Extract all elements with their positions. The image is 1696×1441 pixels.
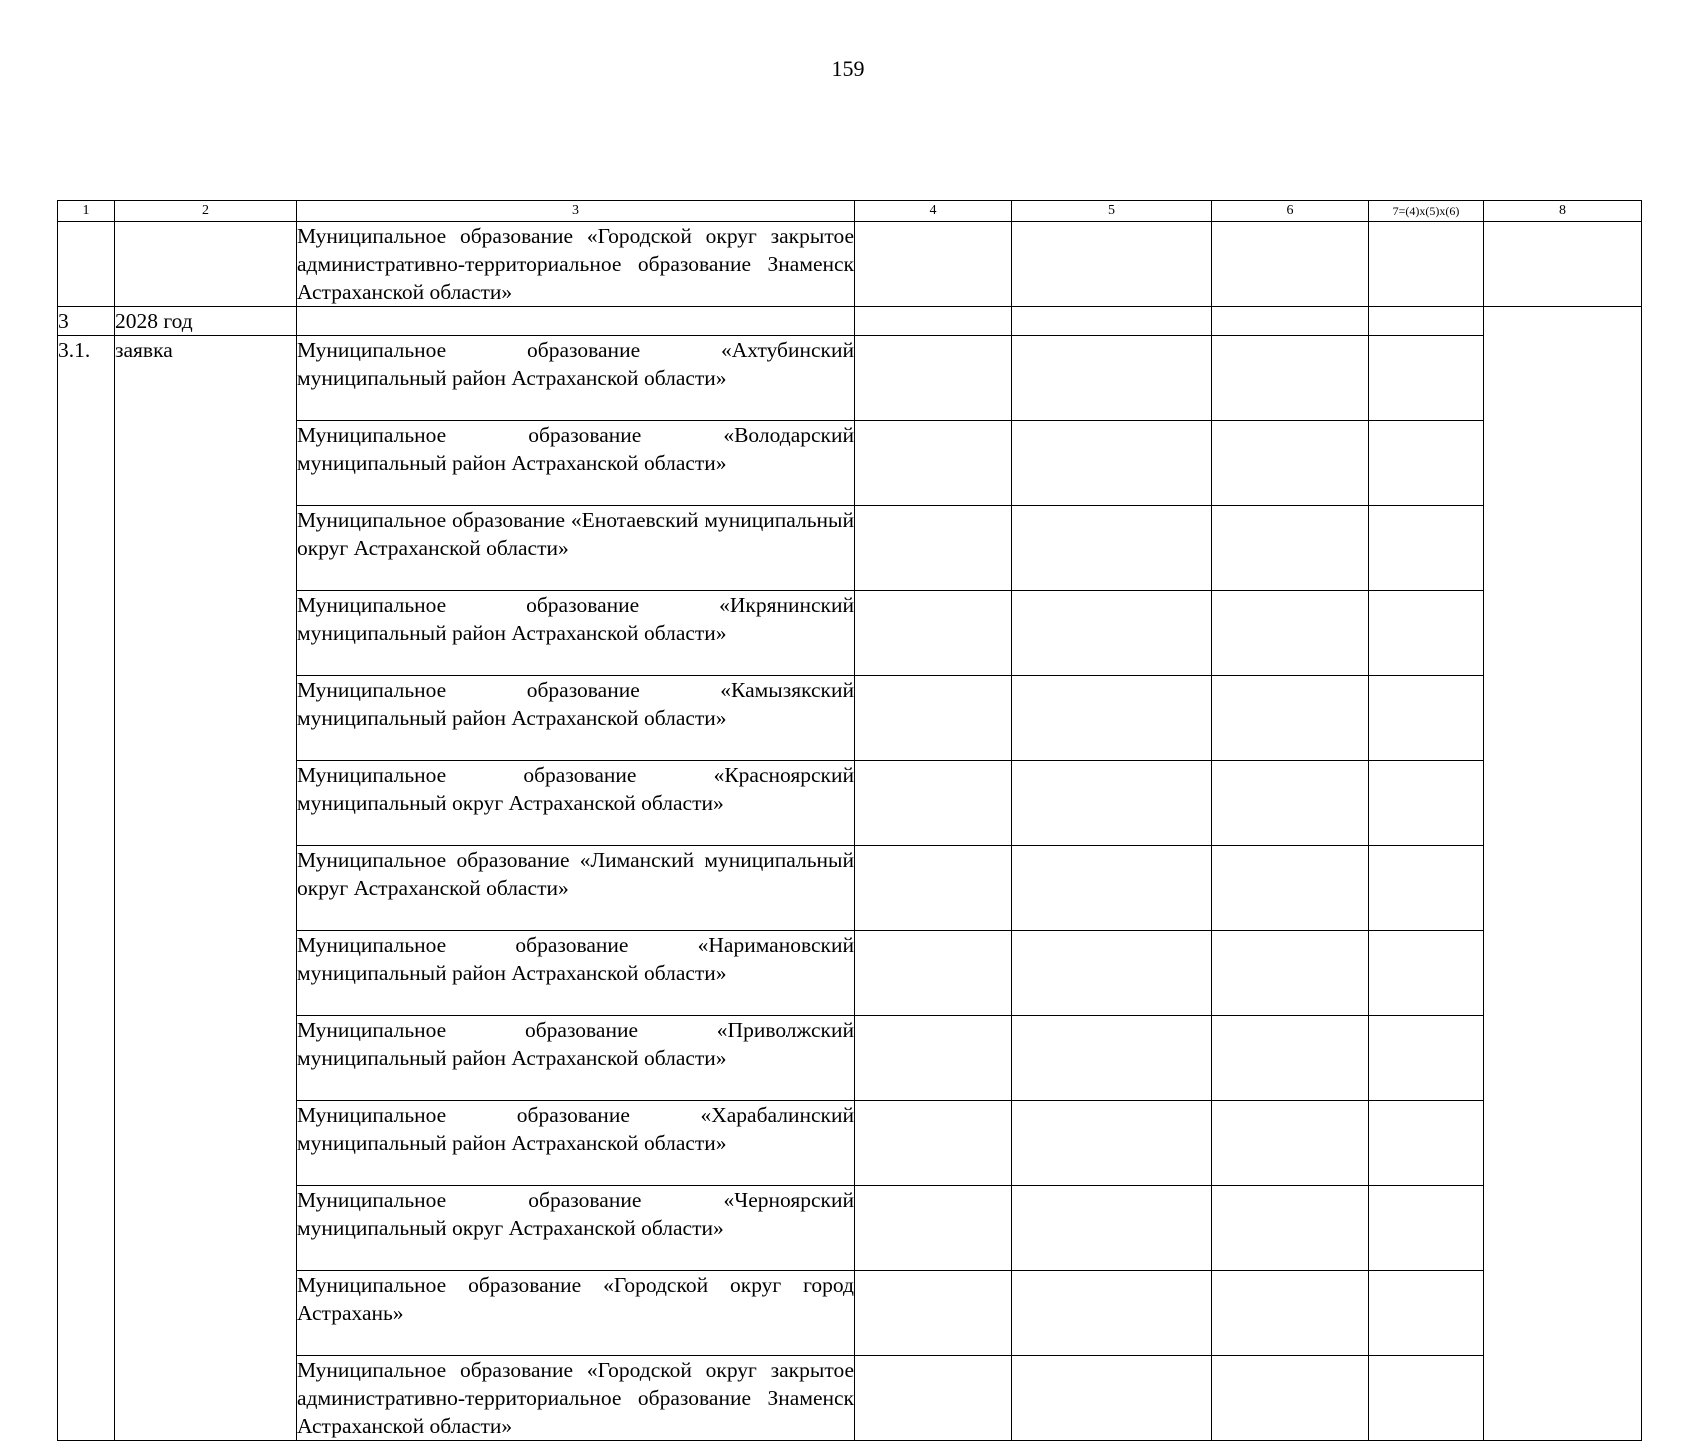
empty-cell (1369, 591, 1484, 676)
empty-cell (1012, 307, 1212, 336)
header-cell: 1 (58, 201, 115, 222)
empty-cell (1369, 676, 1484, 761)
empty-cell (855, 421, 1012, 506)
empty-cell (1012, 421, 1212, 506)
empty-cell (1012, 222, 1212, 307)
empty-cell (1369, 307, 1484, 336)
empty-cell (1369, 1016, 1484, 1101)
empty-cell (1212, 421, 1369, 506)
empty-cell (1012, 846, 1212, 931)
empty-cell (855, 676, 1012, 761)
empty-cell (855, 307, 1012, 336)
empty-cell (1012, 761, 1212, 846)
header-cell: 5 (1012, 201, 1212, 222)
section-number: 3.1. (58, 336, 115, 1441)
municipality-name: Муниципальное образование «Городской округ закрытое административно-территориальное образование Знаменск Астраханской области» (297, 222, 855, 307)
empty-cell (1012, 1271, 1212, 1356)
row-label (115, 222, 297, 307)
year-row (58, 307, 1642, 336)
empty-cell (1369, 1186, 1484, 1271)
header-cell: 2 (115, 201, 297, 222)
municipality-name: Муниципальное образование «Харабалинский муниципальный район Астраханской области» (297, 1101, 855, 1186)
empty-cell (1212, 1356, 1369, 1441)
municipality-name: Муниципальное образование «Ахтубинский муниципальный район Астраханской области» (297, 336, 855, 421)
header-cell: 6 (1212, 201, 1369, 222)
empty-cell (1212, 676, 1369, 761)
empty-cell (855, 1101, 1012, 1186)
section-label: заявка (115, 336, 297, 1441)
empty-cell (1012, 506, 1212, 591)
municipality-name: Муниципальное образование «Наримановский муниципальный район Астраханской области» (297, 931, 855, 1016)
municipality-name: Муниципальное образование «Городской округ закрытое административно-территориальное образование Знаменск Астраханской области» (297, 1356, 855, 1441)
empty-cell (855, 591, 1012, 676)
empty-cell (1212, 307, 1369, 336)
table-row (58, 222, 1642, 307)
empty-cell (1212, 1016, 1369, 1101)
empty-cell (1212, 931, 1369, 1016)
municipality-name: Муниципальное образование «Енотаевский муниципальный округ Астраханской области» (297, 506, 855, 591)
empty-cell (1484, 222, 1642, 307)
empty-cell (1012, 336, 1212, 421)
empty-cell (1012, 1101, 1212, 1186)
municipality-name: Муниципальное образование «Икрянинский муниципальный район Астраханской области» (297, 591, 855, 676)
empty-cell (1369, 1356, 1484, 1441)
empty-cell (1012, 676, 1212, 761)
row-number: 3 (58, 307, 115, 336)
empty-cell (1369, 761, 1484, 846)
empty-cell (855, 1271, 1012, 1356)
empty-cell (855, 336, 1012, 421)
empty-cell (1212, 1186, 1369, 1271)
municipality-name: Муниципальное образование «Приволжский муниципальный район Астраханской области» (297, 1016, 855, 1101)
empty-cell (855, 506, 1012, 591)
year-label: 2028 год (115, 307, 297, 336)
empty-cell (1212, 1101, 1369, 1186)
empty-cell (1212, 846, 1369, 931)
table-row (58, 336, 1642, 421)
empty-cell (855, 1016, 1012, 1101)
municipality-name: Муниципальное образование «Красноярский муниципальный округ Астраханской области» (297, 761, 855, 846)
empty-cell (1212, 761, 1369, 846)
municipality-name: Муниципальное образование «Лиманский муниципальный округ Астраханской области» (297, 846, 855, 931)
empty-cell (1369, 506, 1484, 591)
empty-cell (1212, 336, 1369, 421)
empty-cell (1369, 846, 1484, 931)
empty-cell (1012, 1016, 1212, 1101)
municipality-name: Муниципальное образование «Черноярский муниципальный округ Астраханской области» (297, 1186, 855, 1271)
empty-cell (1212, 506, 1369, 591)
header-cell: 4 (855, 201, 1012, 222)
empty-cell (1212, 1271, 1369, 1356)
empty-cell (1369, 421, 1484, 506)
data-table (57, 200, 1642, 1441)
row-number (58, 222, 115, 307)
page-number: 159 (831, 56, 865, 81)
header-cell: 7=(4)x(5)x(6) (1369, 201, 1484, 222)
empty-cell (1369, 1271, 1484, 1356)
empty-cell (1012, 591, 1212, 676)
empty-cell (855, 761, 1012, 846)
header-cell: 3 (297, 201, 855, 222)
municipality-name: Муниципальное образование «Володарский муниципальный район Астраханской области» (297, 421, 855, 506)
header-cell: 8 (1484, 201, 1642, 222)
empty-cell (1212, 222, 1369, 307)
municipality-name: Муниципальное образование «Камызякский муниципальный район Астраханской области» (297, 676, 855, 761)
empty-merged-cell (1484, 307, 1642, 1441)
table-header-row (58, 201, 1642, 222)
empty-cell (855, 222, 1012, 307)
empty-cell (855, 1356, 1012, 1441)
empty-cell (1369, 336, 1484, 421)
empty-cell (297, 307, 855, 336)
empty-cell (1369, 1101, 1484, 1186)
empty-cell (1369, 931, 1484, 1016)
empty-cell (855, 931, 1012, 1016)
municipality-name: Муниципальное образование «Городской округ город Астрахань» (297, 1271, 855, 1356)
empty-cell (1212, 591, 1369, 676)
empty-cell (1012, 1186, 1212, 1271)
empty-cell (855, 1186, 1012, 1271)
empty-cell (1369, 222, 1484, 307)
empty-cell (1012, 931, 1212, 1016)
empty-cell (1012, 1356, 1212, 1441)
empty-cell (855, 846, 1012, 931)
